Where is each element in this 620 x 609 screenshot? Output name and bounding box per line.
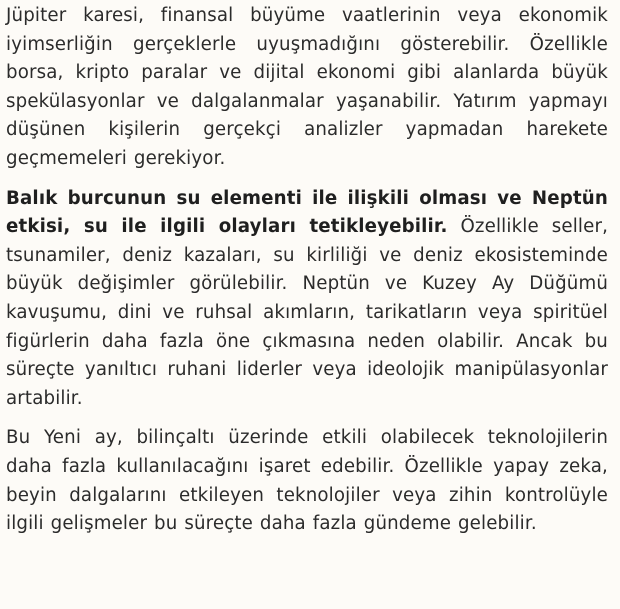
paragraph-text: Özellikle seller, tsunamiler, deniz kazaları, su kirliliği ve deniz ekosisteminde büyük değişimler görülebilir. Neptün ve Kuzey Ay Düğümü kavuşumu, dini ve ruhsal akımların, tarikatların veya spiritüel figürlerin daha fazla öne çıkmasına neden olabilir. Ancak bu süreçte yanıltıcı ruhani liderler veya ideolojik manipülasyonlar artabilir.	[6, 216, 608, 409]
paragraph-jupiter-square: Jüpiter karesi, finansal büyüme vaatlerinin veya ekonomik iyimserliğin gerçeklerle uyuşmadığını gösterebilir. Özellikle borsa, kripto paralar ve dijital ekonomi gibi alanlarda büyük spekülasyonlar ve dalgalanmalar yaşanabilir. Yatırım yapmayı düşünen kişilerin gerçekçi analizler yapmadan harekete geçmemeleri gerekiyor.	[6, 5, 608, 169]
paragraph-pisces-neptune	[6, 185, 608, 414]
paragraph-lead-bold: Balık burcunun su elementi ile ilişkili olması ve Neptün etkisi, su ile ilgili olayları tetikleyebilir.	[6, 187, 608, 238]
paragraph-new-moon-technology: Bu Yeni ay, bilinçaltı üzerinde etkili olabilecek teknolojilerin daha fazla kullanılacağını işaret edebilir. Özellikle yapay zeka, beyin dalgalarını etkileyen teknolojiler veya zihin kontrolüyle ilgili gelişmeler bu süreçte daha fazla gündeme gelebilir.	[6, 427, 608, 535]
